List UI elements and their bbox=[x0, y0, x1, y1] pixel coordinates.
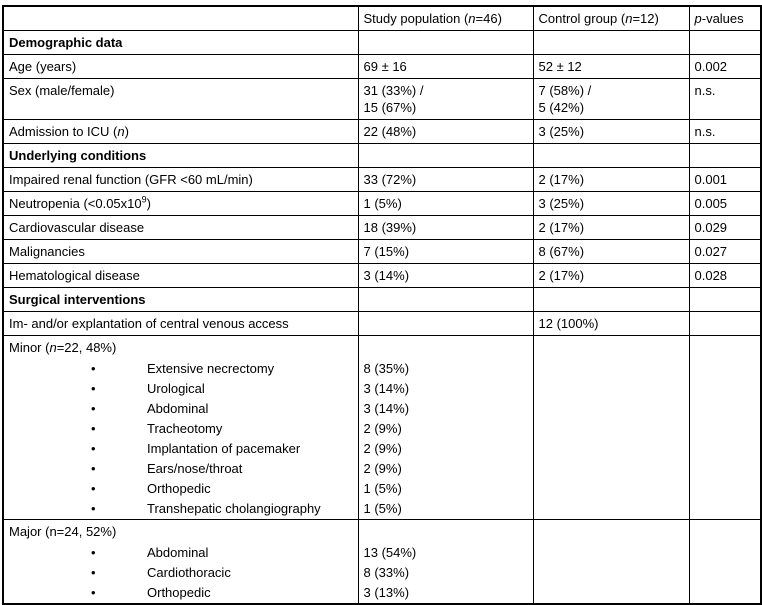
empty-cell bbox=[533, 31, 689, 55]
row-label bbox=[3, 399, 358, 419]
bullet-icon: • bbox=[91, 361, 96, 376]
bullet-icon: • bbox=[91, 585, 96, 600]
study-comparison-table bbox=[2, 5, 762, 605]
section-label: Surgical interventions bbox=[3, 288, 358, 312]
control-value: 52 ± 12 bbox=[533, 55, 689, 79]
bullet-row-orthopedic-major bbox=[3, 583, 761, 604]
row-label bbox=[3, 499, 358, 520]
row-label: Age (years) bbox=[3, 55, 358, 79]
bullet-row-urological bbox=[3, 379, 761, 399]
row-label bbox=[3, 359, 358, 379]
bullet-icon: • bbox=[91, 461, 96, 476]
empty-cell bbox=[533, 336, 689, 360]
empty-cell bbox=[533, 459, 689, 479]
bullet-row-tracheotomy bbox=[3, 419, 761, 439]
bullet-icon: • bbox=[91, 421, 96, 436]
empty-cell bbox=[689, 399, 761, 419]
table-row-malignancies bbox=[3, 240, 761, 264]
label-text: =22, 48%) bbox=[56, 340, 117, 355]
bullet-label: Extensive necrectomy bbox=[147, 361, 275, 376]
p-value: 0.001 bbox=[689, 168, 761, 192]
value-line-2: 15 (67%) bbox=[363, 100, 417, 115]
p-value bbox=[689, 312, 761, 336]
label-italic-n: n bbox=[49, 340, 57, 355]
study-value: 1 (5%) bbox=[358, 499, 533, 520]
bullet-icon: • bbox=[91, 441, 96, 456]
empty-cell bbox=[689, 479, 761, 499]
empty-cell bbox=[689, 563, 761, 583]
table-row-hematological bbox=[3, 264, 761, 288]
row-label: Impaired renal function (GFR <60 mL/min) bbox=[3, 168, 358, 192]
empty-cell bbox=[533, 288, 689, 312]
section-label: Underlying conditions bbox=[3, 144, 358, 168]
table-row-admission-icu bbox=[3, 120, 761, 144]
control-value: 2 (17%) bbox=[533, 216, 689, 240]
study-value: 69 ± 16 bbox=[358, 55, 533, 79]
header-text: Study population ( bbox=[363, 11, 469, 26]
row-label bbox=[3, 563, 358, 583]
label-text: ) bbox=[124, 124, 129, 139]
empty-cell bbox=[533, 379, 689, 399]
row-label: Hematological disease bbox=[3, 264, 358, 288]
value-line-2: 5 (42%) bbox=[538, 100, 585, 115]
bullet-row-pacemaker bbox=[3, 439, 761, 459]
control-value: 8 (67%) bbox=[533, 240, 689, 264]
bullet-label: Orthopedic bbox=[147, 481, 211, 496]
section-row-underlying-conditions bbox=[3, 144, 761, 168]
row-label: Cardiovascular disease bbox=[3, 216, 358, 240]
label-text: Admission to ICU ( bbox=[9, 124, 118, 139]
header-text: Control group ( bbox=[538, 11, 626, 26]
table-row-cardiovascular bbox=[3, 216, 761, 240]
label-superscript: 9 bbox=[141, 194, 147, 205]
row-label: Sex (male/female) bbox=[3, 79, 358, 120]
study-value: 2 (9%) bbox=[358, 459, 533, 479]
table-row-neutropenia bbox=[3, 192, 761, 216]
bullet-label: Orthopedic bbox=[147, 585, 211, 600]
bullet-label: Abdominal bbox=[147, 545, 209, 560]
label-italic-n: n bbox=[117, 124, 125, 139]
study-value: 8 (33%) bbox=[358, 563, 533, 583]
bullet-icon: • bbox=[91, 501, 96, 516]
bullet-row-abdominal-major bbox=[3, 543, 761, 563]
row-label bbox=[3, 439, 358, 459]
study-value: 3 (14%) bbox=[358, 264, 533, 288]
bullet-icon: • bbox=[91, 401, 96, 416]
table-header-row bbox=[3, 6, 761, 31]
bullet-label: Tracheotomy bbox=[147, 421, 223, 436]
empty-cell bbox=[689, 583, 761, 604]
control-value: 2 (17%) bbox=[533, 264, 689, 288]
row-label bbox=[3, 479, 358, 499]
empty-cell bbox=[533, 479, 689, 499]
bullet-icon: • bbox=[91, 481, 96, 496]
empty-cell bbox=[689, 336, 761, 360]
empty-cell bbox=[358, 520, 533, 544]
header-italic-n: n bbox=[625, 11, 633, 26]
column-header-study-population bbox=[358, 6, 533, 31]
bullet-icon: • bbox=[91, 565, 96, 580]
p-value: 0.005 bbox=[689, 192, 761, 216]
p-value: n.s. bbox=[689, 120, 761, 144]
empty-cell bbox=[689, 144, 761, 168]
study-value bbox=[358, 312, 533, 336]
group-row-major bbox=[3, 520, 761, 544]
row-label bbox=[3, 120, 358, 144]
value-line-1: 31 (33%) / bbox=[363, 83, 424, 98]
bullet-icon: • bbox=[91, 545, 96, 560]
p-value: n.s. bbox=[689, 79, 761, 120]
group-row-minor bbox=[3, 336, 761, 360]
bullet-row-abdominal-minor bbox=[3, 399, 761, 419]
row-label bbox=[3, 543, 358, 563]
bullet-label: Abdominal bbox=[147, 401, 209, 416]
value-line-1: 7 (58%) / bbox=[538, 83, 592, 98]
empty-cell bbox=[689, 288, 761, 312]
empty-cell bbox=[689, 520, 761, 544]
control-value: 3 (25%) bbox=[533, 120, 689, 144]
table-row-venous-access bbox=[3, 312, 761, 336]
bullet-row-orthopedic-minor bbox=[3, 479, 761, 499]
empty-cell bbox=[533, 543, 689, 563]
empty-cell bbox=[689, 379, 761, 399]
bullet-row-ears-nose-throat bbox=[3, 459, 761, 479]
table-row-renal-function bbox=[3, 168, 761, 192]
bullet-icon: • bbox=[91, 381, 96, 396]
control-value bbox=[533, 79, 689, 120]
section-row-demographic-data bbox=[3, 31, 761, 55]
empty-cell bbox=[689, 499, 761, 520]
label-text: Minor ( bbox=[9, 340, 50, 355]
study-value: 18 (39%) bbox=[358, 216, 533, 240]
row-label bbox=[3, 419, 358, 439]
empty-cell bbox=[533, 359, 689, 379]
study-value: 13 (54%) bbox=[358, 543, 533, 563]
study-value: 3 (13%) bbox=[358, 583, 533, 604]
p-value: 0.027 bbox=[689, 240, 761, 264]
row-label bbox=[3, 379, 358, 399]
row-label bbox=[3, 583, 358, 604]
empty-cell bbox=[689, 439, 761, 459]
study-value: 2 (9%) bbox=[358, 419, 533, 439]
study-value: 33 (72%) bbox=[358, 168, 533, 192]
empty-cell bbox=[358, 288, 533, 312]
empty-cell bbox=[689, 419, 761, 439]
header-text: =12) bbox=[632, 11, 659, 26]
row-label bbox=[3, 192, 358, 216]
empty-cell bbox=[689, 359, 761, 379]
row-label bbox=[3, 459, 358, 479]
bullet-label: Cardiothoracic bbox=[147, 565, 231, 580]
empty-cell bbox=[533, 499, 689, 520]
table-row-sex bbox=[3, 79, 761, 120]
column-header-control-group bbox=[533, 6, 689, 31]
header-italic-p: p bbox=[694, 11, 702, 26]
study-value: 1 (5%) bbox=[358, 192, 533, 216]
empty-cell bbox=[533, 439, 689, 459]
p-value: 0.028 bbox=[689, 264, 761, 288]
empty-cell bbox=[533, 144, 689, 168]
row-label: Im- and/or explantation of central venous access bbox=[3, 312, 358, 336]
label-text: Neutropenia (<0.05x10 bbox=[9, 196, 142, 211]
bullet-row-cardiothoracic bbox=[3, 563, 761, 583]
study-value: 22 (48%) bbox=[358, 120, 533, 144]
control-value: 3 (25%) bbox=[533, 192, 689, 216]
row-label: Malignancies bbox=[3, 240, 358, 264]
empty-cell bbox=[533, 563, 689, 583]
empty-cell bbox=[358, 144, 533, 168]
bullet-row-extensive-necrectomy bbox=[3, 359, 761, 379]
p-value: 0.002 bbox=[689, 55, 761, 79]
header-text: -values bbox=[701, 11, 744, 26]
empty-cell bbox=[533, 419, 689, 439]
group-label bbox=[3, 336, 358, 360]
study-value: 3 (14%) bbox=[358, 399, 533, 419]
header-text: =46) bbox=[475, 11, 502, 26]
study-value: 8 (35%) bbox=[358, 359, 533, 379]
study-value: 2 (9%) bbox=[358, 439, 533, 459]
empty-cell bbox=[358, 31, 533, 55]
table-row-age bbox=[3, 55, 761, 79]
section-row-surgical-interventions bbox=[3, 288, 761, 312]
study-value: 1 (5%) bbox=[358, 479, 533, 499]
bullet-label: Transhepatic cholangiography bbox=[147, 501, 321, 516]
bullet-label: Implantation of pacemaker bbox=[147, 441, 301, 456]
empty-cell bbox=[689, 543, 761, 563]
column-header-p-values bbox=[689, 6, 761, 31]
empty-cell bbox=[689, 459, 761, 479]
control-value: 12 (100%) bbox=[533, 312, 689, 336]
control-value: 2 (17%) bbox=[533, 168, 689, 192]
study-value bbox=[358, 79, 533, 120]
section-label: Demographic data bbox=[3, 31, 358, 55]
study-value: 7 (15%) bbox=[358, 240, 533, 264]
empty-cell bbox=[358, 336, 533, 360]
bullet-label: Urological bbox=[147, 381, 205, 396]
bullet-label: Ears/nose/throat bbox=[147, 461, 243, 476]
label-text: ) bbox=[146, 196, 151, 211]
header-italic-n: n bbox=[468, 11, 476, 26]
empty-cell bbox=[533, 520, 689, 544]
group-label: Major (n=24, 52%) bbox=[3, 520, 358, 544]
bullet-row-transhepatic-cholangiography bbox=[3, 499, 761, 520]
p-value: 0.029 bbox=[689, 216, 761, 240]
empty-cell bbox=[689, 31, 761, 55]
column-header-empty bbox=[3, 6, 358, 31]
empty-cell bbox=[533, 399, 689, 419]
study-value: 3 (14%) bbox=[358, 379, 533, 399]
empty-cell bbox=[533, 583, 689, 604]
